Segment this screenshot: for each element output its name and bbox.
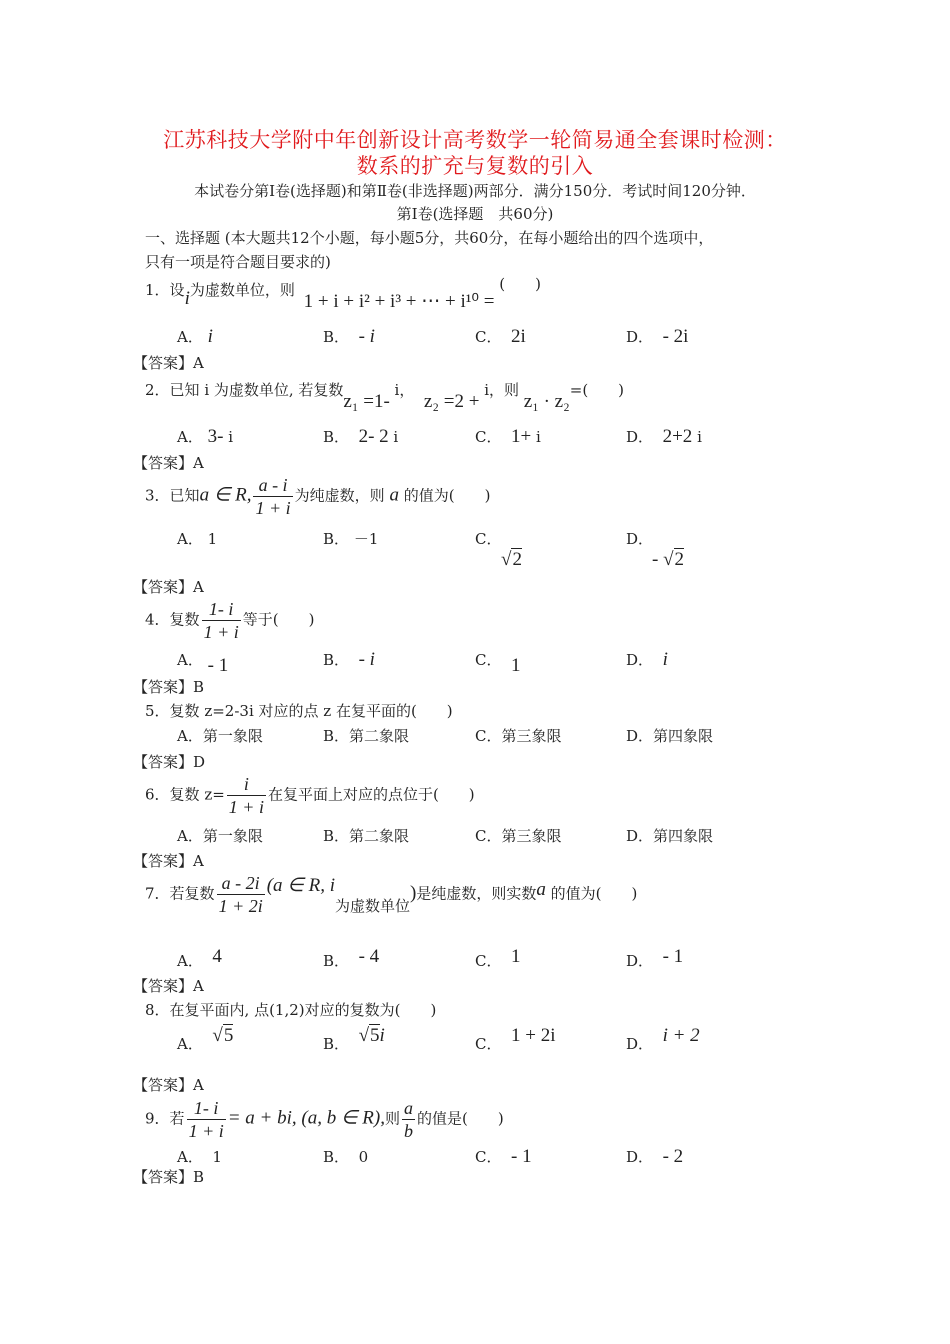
question-6: 6．复数 z= $\frac{i}{1 + i}$ 在复平面上对应的点位于( ) <box>145 774 475 817</box>
question-3-option-a: A． 1 <box>177 530 218 548</box>
question-6-option-a: A．第一象限 <box>177 827 263 845</box>
question-6-fraction: $\frac{i}{1 + i}$ <box>228 774 264 817</box>
question-1-option-a: A． i <box>177 326 213 347</box>
question-3-option-b: B． －1 <box>323 530 379 548</box>
question-5-option-a: A．第一象限 <box>177 727 263 745</box>
question-7-answer: 【答案】A <box>133 977 204 995</box>
title-line-2: 数系的扩充与复数的引入 <box>356 154 594 178</box>
question-9-option-a: A． 1 <box>177 1148 222 1166</box>
question-2-option-d: D． 2+2 i <box>626 426 702 447</box>
question-8-option-a: A． √5 <box>177 1025 234 1053</box>
question-7-option-b: B． - 4 <box>323 946 380 970</box>
intro-text: 本试卷分第Ⅰ卷(选择题)和第Ⅱ卷(非选择题)两部分．满分150分．考试时间120分钟． <box>194 182 756 200</box>
question-6-option-b: B．第二象限 <box>323 827 410 845</box>
question-9: 9．若 $\frac{1- i}{1 + i}$ = a + bi, (a, b ∈ R),则 $\frac{a}{b}$ 的值是( ) <box>145 1098 504 1141</box>
question-5-option-c: C．第三象限 <box>475 727 562 745</box>
question-8-answer: 【答案】A <box>133 1076 204 1094</box>
question-8-option-d: D． i + 2 <box>626 1025 700 1053</box>
question-4-option-b: B． - i <box>323 649 375 670</box>
title-line-1: 江苏科技大学附中年创新设计高考数学一轮简易通全套课时检测： <box>163 128 787 152</box>
question-8-option-b: B． √5i <box>323 1025 385 1053</box>
question-9-fraction: $\frac{1- i}{1 + i}$ <box>188 1098 224 1141</box>
question-6-option-d: D．第四象限 <box>626 827 714 845</box>
question-4-option-c: C． 1 <box>475 651 521 676</box>
question-3-fraction: $\frac{a - i}{1 + i}$ <box>255 475 291 518</box>
question-9-option-b: B． 0 <box>323 1148 369 1166</box>
question-2: 2．已知 i 为虚数单位, 若复数z₁ =1- i， z₂ =2 + i，则 z₁ · z₂=( ) <box>145 381 625 412</box>
question-9-option-d: D． - 2 <box>626 1146 684 1167</box>
question-3: 3．已知a ∈ R, $\frac{a - i}{1 + i}$ 为纯虚数，则 a 的值为( ) <box>145 475 491 518</box>
question-4-option-a: A． - 1 <box>177 651 229 676</box>
question-5-answer: 【答案】D <box>133 753 206 771</box>
question-3-option-d: D． - √2 <box>626 530 685 570</box>
question-4: 4．复数 $\frac{1- i}{1 + i}$ 等于( ) <box>145 599 315 642</box>
question-5: 5．复数 z=2-3i 对应的点 z 在复平面的( ) <box>145 702 453 720</box>
question-1-option-d: D． - 2i <box>626 326 689 347</box>
question-4-option-d: D． i <box>626 649 668 670</box>
question-1-option-c: C． 2i <box>475 326 526 347</box>
question-4-fraction: $\frac{1- i}{1 + i}$ <box>203 599 239 642</box>
question-1-answer: 【答案】A <box>133 354 204 372</box>
section-instructions-line-2: 只有一项是符合题目要求的) <box>145 253 331 271</box>
question-9-answer: 【答案】B <box>133 1168 205 1186</box>
part1-header: 第Ⅰ卷(选择题 共60分) <box>396 205 554 223</box>
question-9-option-c: C． - 1 <box>475 1146 532 1167</box>
question-7-option-a: A． 4 <box>177 946 222 970</box>
question-7-option-d: D． - 1 <box>626 946 684 970</box>
question-8: 8．在复平面内, 点(1,2)对应的复数为( ) <box>145 1001 437 1019</box>
question-7-option-c: C． 1 <box>475 946 521 970</box>
question-2-option-b: B． 2- 2 i <box>323 426 399 447</box>
question-5-option-d: D．第四象限 <box>626 727 714 745</box>
question-2-option-a: A． 3- i <box>177 426 234 447</box>
question-3-answer: 【答案】A <box>133 578 204 596</box>
question-4-answer: 【答案】B <box>133 678 205 696</box>
question-7-fraction: $\frac{a - 2i}{1 + 2i}$ <box>218 873 263 916</box>
question-8-option-c: C． 1 + 2i <box>475 1025 556 1053</box>
question-6-answer: 【答案】A <box>133 852 204 870</box>
question-5-option-b: B．第二象限 <box>323 727 410 745</box>
question-1: 1．设i为虚数单位，则 1 + i + i² + i³ + ⋯ + i¹⁰ = ( ) <box>145 275 542 312</box>
section-instructions-line-1: 一、选择题 (本大题共12个小题，每小题5分，共60分，在每小题给出的四个选项中， <box>145 229 714 247</box>
question-6-option-c: C．第三象限 <box>475 827 562 845</box>
question-2-option-c: C． 1+ i <box>475 426 541 447</box>
question-7: 7．若复数 $\frac{a - 2i}{1 + 2i}$ (a ∈ R, i为虚数单位)是纯虚数，则实数a 的值为( ) <box>145 873 638 916</box>
question-1-option-b: B． - i <box>323 326 375 347</box>
question-2-answer: 【答案】A <box>133 454 204 472</box>
question-9-ratio: $\frac{a}{b}$ <box>403 1098 413 1141</box>
question-3-option-c: C． √2 <box>475 530 522 570</box>
question-1-expression: 1 + i + i² + i³ + ⋯ + i¹⁰ = <box>303 291 495 312</box>
